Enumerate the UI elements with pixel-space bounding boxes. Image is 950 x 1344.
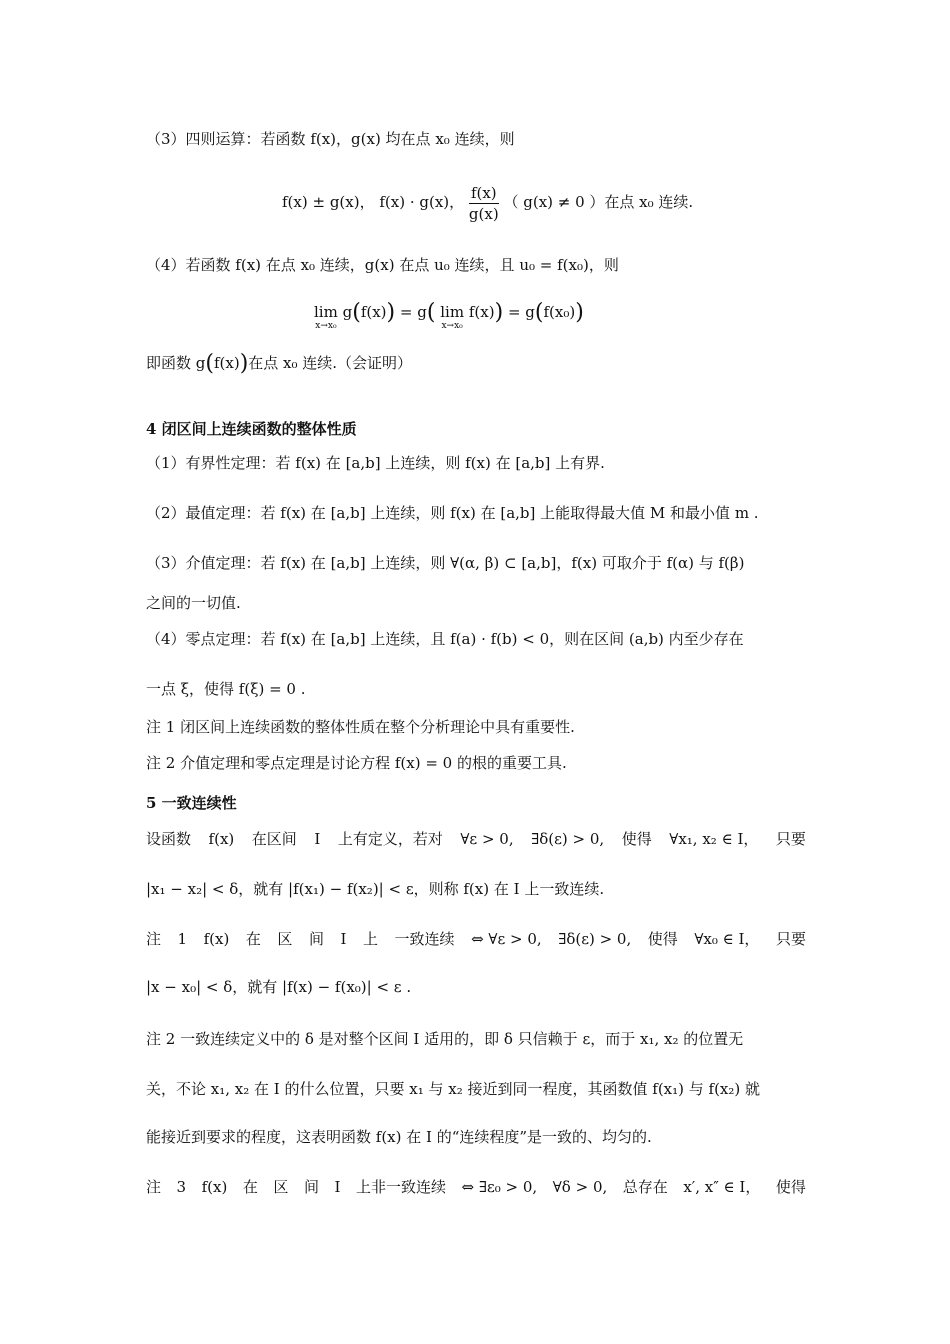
theorem-boundedness: （1）有界性定理：若 f(x) 在 [a,b] 上连续，则 f(x) 在 [a,b] 上有界. [146, 454, 605, 472]
theorem-extreme-value: （2）最值定理：若 f(x) 在 [a,b] 上连续，则 f(x) 在 [a,b] 上能取得最大值 M 和最小值 m . [146, 504, 759, 522]
lim-inner-2: f(x) [468, 303, 495, 321]
formula-part-a: f(x) ± g(x)， f(x) · g(x)， [282, 193, 465, 211]
word: I [314, 830, 321, 848]
lim-inner-3: f(x₀) [543, 303, 576, 321]
word: 注 [146, 1178, 162, 1196]
item-4-composition: （4）若函数 f(x) 在点 x₀ 连续，g(x) 在点 u₀ 连续，且 u₀ = f(x₀)，则 [146, 256, 619, 274]
word: x′, x″ ∈ I， [683, 1178, 761, 1196]
word: ∀ε > 0, [460, 830, 514, 848]
uniform-note-2-line-1: 注 2 一致连续定义中的 δ 是对整个区间 I 适用的，即 δ 只信赖于 ε，而于 x₁, x₂ 的位置无 [146, 1030, 744, 1048]
word: ∀x₀ ∈ I， [694, 930, 760, 948]
word: f(x) [201, 1178, 228, 1196]
word: 设函数 [146, 830, 192, 848]
word: 间 [303, 1178, 319, 1196]
note-1: 注 1 闭区间上连续函数的整体性质在整个分析理论中具有重要性. [146, 718, 575, 736]
section-5-heading: 5 一致连续性 [146, 794, 237, 812]
word: ∀δ > 0, [552, 1178, 608, 1196]
word: 1 [177, 930, 188, 948]
note-2: 注 2 介值定理和零点定理是讨论方程 f(x) = 0 的根的重要工具. [146, 754, 567, 772]
word: 在区间 [251, 830, 297, 848]
uniform-note-2-line-3: 能接近到要求的程度，这表明函数 f(x) 在 I 的“连续程度”是一致的、均匀的. [146, 1128, 652, 1146]
fraction-numerator: f(x) [469, 183, 499, 204]
theorem-zero-point-cont: 一点 ξ，使得 f(ξ) = 0 . [146, 680, 306, 698]
lim-g-1: g [342, 303, 353, 321]
conclusion-part-a: 即函数 g [146, 354, 206, 372]
quotient-fraction [469, 183, 499, 224]
limit-operator-1 [314, 303, 338, 331]
word: 注 [146, 930, 162, 948]
section-4-heading: 4 闭区间上连续函数的整体性质 [146, 420, 357, 438]
uniform-def-line-2: |x₁ − x₂| < δ，就有 |f(x₁) − f(x₂)| < ε，则称 f(x) 在 I 上一致连续. [146, 880, 605, 898]
limit-formula: lim x→x₀ g(f(x)) = g( lim x→x₀ f(x)) = g(f(x₀)) [314, 300, 584, 331]
word: I [334, 1178, 341, 1196]
lim-inner-1: f(x) [360, 303, 387, 321]
word: 只要 [775, 930, 806, 948]
conclusion-inner: f(x) [213, 354, 240, 372]
fraction-denominator: g(x) [468, 204, 499, 223]
word: 3 [176, 1178, 187, 1196]
theorem-zero-point: （4）零点定理：若 f(x) 在 [a,b] 上连续，且 f(a) · f(b) < 0，则在区间 (a,b) 内至少存在 [146, 630, 744, 648]
limit-operator-2 [440, 303, 464, 331]
lim-subscript: x→x₀ [315, 321, 337, 331]
word: ⇔ ∀ε > 0, [471, 930, 542, 948]
word: ∃δ(ε) > 0, [531, 830, 605, 848]
formula-part-b: （ g(x) ≠ 0 ）在点 x₀ 连续. [503, 193, 694, 211]
word: 区 [277, 930, 293, 948]
theorem-intermediate-value-cont: 之间的一切值. [146, 594, 241, 612]
word: 在 [245, 930, 261, 948]
word: 使得 [621, 830, 652, 848]
uniform-note-1-line-1 [146, 928, 806, 950]
word: 总存在 [622, 1178, 668, 1196]
conclusion-part-b: 在点 x₀ 连续.（会证明） [248, 354, 413, 372]
lim-word: lim [314, 303, 338, 321]
item-3-arithmetic: （3）四则运算：若函数 f(x)，g(x) 均在点 x₀ 连续，则 [146, 130, 515, 148]
word: 使得 [647, 930, 678, 948]
word: ∀x₁, x₂ ∈ I， [669, 830, 759, 848]
uniform-note-3-line-1 [146, 1176, 806, 1198]
word: ∃δ(ε) > 0, [558, 930, 632, 948]
word: 使得 [775, 1178, 806, 1196]
lim-subscript-2: x→x₀ [441, 321, 463, 331]
uniform-note-2-line-2: 关，不论 x₁, x₂ 在 I 的什么位置，只要 x₁ 与 x₂ 接近到同一程度，其函数值 f(x₁) 与 f(x₂) 就 [146, 1080, 761, 1098]
word: 上 [362, 930, 378, 948]
word: ⇔ ∃ε₀ > 0, [461, 1178, 538, 1196]
word: f(x) [208, 830, 235, 848]
arithmetic-formula [282, 178, 693, 226]
word: 只要 [775, 830, 806, 848]
word: f(x) [203, 930, 230, 948]
uniform-def-line-1 [146, 828, 806, 850]
word: 上非一致连续 [355, 1178, 446, 1196]
lim-word-2: lim [440, 303, 465, 321]
word: 一致连续 [394, 930, 455, 948]
word: 间 [308, 930, 324, 948]
word: I [340, 930, 347, 948]
word: 区 [273, 1178, 289, 1196]
composition-conclusion: 即函数 g(f(x))在点 x₀ 连续.（会证明） [146, 351, 413, 376]
lim-eq-2: = g [507, 303, 535, 321]
word: 在 [242, 1178, 258, 1196]
word: 上有定义，若对 [337, 830, 443, 848]
lim-eq-1: = g [399, 303, 427, 321]
theorem-intermediate-value: （3）介值定理：若 f(x) 在 [a,b] 上连续，则 ∀(α, β) ⊂ [a,b]，f(x) 可取介于 f(α) 与 f(β) [146, 554, 745, 572]
uniform-note-1-line-2: |x − x₀| < δ，就有 |f(x) − f(x₀)| < ε . [146, 978, 412, 996]
